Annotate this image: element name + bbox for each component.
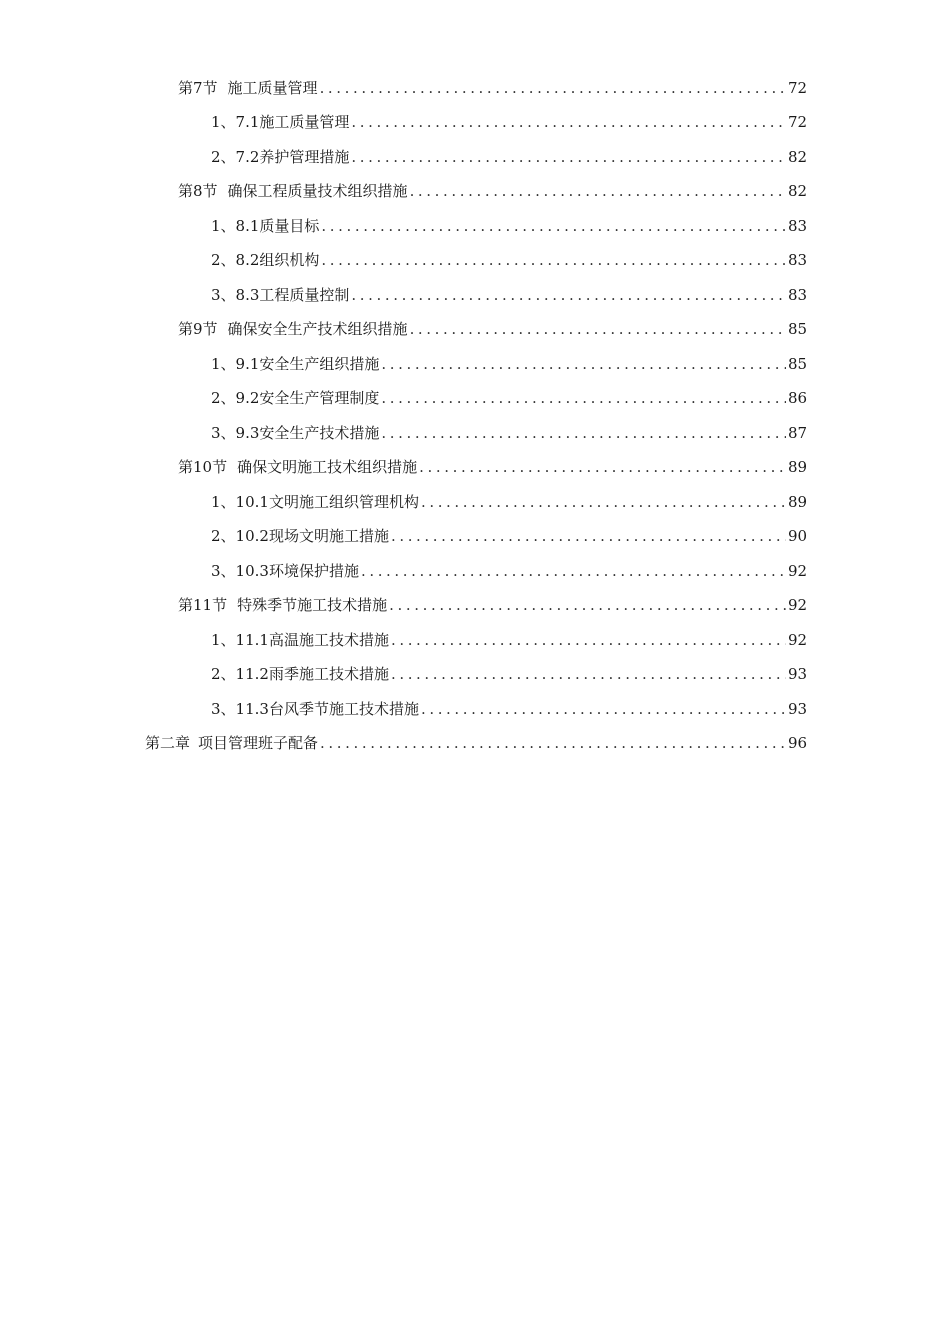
dot-leader bbox=[410, 184, 786, 199]
toc-entry-page-number: 87 bbox=[788, 423, 808, 442]
toc-entry-page-number: 85 bbox=[788, 320, 808, 339]
toc-subsection-entry[interactable] bbox=[0, 623, 950, 658]
toc-entry-page-number: 92 bbox=[788, 630, 808, 649]
toc-entry-title: 项目管理班子配备 bbox=[198, 734, 319, 753]
toc-entry-number: 第8节 bbox=[178, 182, 218, 201]
dot-leader bbox=[419, 460, 786, 475]
toc-entry-page-number: 93 bbox=[788, 699, 808, 718]
toc-entry-title: 特殊季节施工技术措施 bbox=[237, 596, 388, 615]
dot-leader bbox=[391, 529, 786, 544]
toc-entry-line bbox=[211, 423, 950, 442]
toc-entry-page-number: 86 bbox=[788, 389, 808, 408]
toc-entry-number: 第11节 bbox=[178, 596, 228, 615]
toc-entry-page-number: 82 bbox=[788, 147, 808, 166]
toc-entry-line bbox=[211, 492, 950, 511]
toc-section-entry[interactable] bbox=[0, 313, 950, 348]
toc-entry-line bbox=[211, 354, 950, 373]
toc-chapter-entry[interactable] bbox=[0, 727, 950, 762]
dot-leader bbox=[361, 564, 786, 579]
toc-entry-title: 确保安全生产技术组织措施 bbox=[227, 320, 408, 339]
toc-entry-line bbox=[211, 391, 950, 406]
toc-entry-page-number: 90 bbox=[788, 527, 808, 546]
toc-entry-line bbox=[211, 216, 950, 235]
toc-entry-number: 3、 bbox=[211, 561, 236, 580]
dot-leader bbox=[381, 426, 786, 441]
toc-entry-number: 2、 bbox=[211, 389, 236, 408]
toc-entry-page-number: 92 bbox=[788, 596, 808, 615]
toc-entry-number: 1、 bbox=[211, 216, 236, 235]
toc-section-entry[interactable] bbox=[0, 71, 950, 106]
toc-entry-title: 确保工程质量技术组织措施 bbox=[227, 182, 408, 201]
toc-entry-line bbox=[211, 115, 950, 130]
toc-entry-line bbox=[178, 322, 950, 337]
toc-entry-number: 1、 bbox=[211, 492, 236, 511]
dot-leader bbox=[421, 495, 786, 510]
toc-entry-page-number: 83 bbox=[788, 251, 808, 270]
toc-entry-line bbox=[178, 598, 950, 613]
toc-entry-title: 7.2养护管理措施 bbox=[235, 147, 350, 166]
toc-entry-line bbox=[211, 699, 950, 718]
toc-section-entry[interactable] bbox=[0, 589, 950, 624]
toc-subsection-entry[interactable] bbox=[0, 554, 950, 589]
toc-entry-line bbox=[178, 460, 950, 475]
toc-entry-number: 3、 bbox=[211, 699, 236, 718]
toc-entry-number: 2、 bbox=[211, 147, 236, 166]
toc-entry-number: 2、 bbox=[211, 527, 236, 546]
toc-section-entry[interactable] bbox=[0, 175, 950, 210]
toc-entry-page-number: 85 bbox=[788, 354, 808, 373]
toc-subsection-entry[interactable] bbox=[0, 485, 950, 520]
toc-entry-title: 8.1质量目标 bbox=[235, 216, 320, 235]
toc-entry-line bbox=[211, 253, 950, 268]
toc-entry-title: 9.2安全生产管理制度 bbox=[235, 389, 380, 408]
dot-leader bbox=[321, 219, 786, 234]
dot-leader bbox=[391, 667, 786, 682]
dot-leader bbox=[351, 288, 786, 303]
toc-entry-page-number: 82 bbox=[788, 182, 808, 201]
dot-leader bbox=[381, 391, 786, 406]
toc-entry-line bbox=[178, 184, 950, 199]
toc-entry-title: 7.1施工质量管理 bbox=[235, 113, 350, 132]
dot-leader bbox=[321, 253, 786, 268]
toc-subsection-entry[interactable] bbox=[0, 347, 950, 382]
toc-subsection-entry[interactable] bbox=[0, 658, 950, 693]
toc-subsection-entry[interactable] bbox=[0, 382, 950, 417]
toc-entry-title: 8.2组织机构 bbox=[235, 251, 320, 270]
toc-entry-number: 第9节 bbox=[178, 320, 218, 339]
toc-subsection-entry[interactable] bbox=[0, 278, 950, 313]
toc-entry-title: 10.1文明施工组织管理机构 bbox=[235, 492, 419, 511]
toc-entry-line bbox=[211, 529, 950, 544]
toc-entry-title: 11.1高温施工技术措施 bbox=[235, 630, 389, 649]
toc-entry-number: 第7节 bbox=[178, 78, 218, 97]
dot-leader bbox=[391, 633, 786, 648]
dot-leader bbox=[410, 322, 786, 337]
toc-entry-title: 9.3安全生产技术措施 bbox=[235, 423, 380, 442]
toc-entry-line bbox=[211, 561, 950, 580]
dot-leader bbox=[320, 81, 786, 96]
toc-entry-line bbox=[211, 285, 950, 304]
toc-entry-title: 施工质量管理 bbox=[227, 78, 318, 97]
toc-entry-number: 1、 bbox=[211, 630, 236, 649]
toc-entry-page-number: 93 bbox=[788, 665, 808, 684]
toc-entry-line bbox=[211, 667, 950, 682]
dot-leader bbox=[381, 357, 786, 372]
toc-entry-page-number: 72 bbox=[788, 113, 808, 132]
table-of-contents bbox=[0, 71, 950, 761]
toc-entry-number: 3、 bbox=[211, 285, 236, 304]
dot-leader bbox=[421, 702, 786, 717]
toc-subsection-entry[interactable] bbox=[0, 416, 950, 451]
toc-entry-title: 11.3台风季节施工技术措施 bbox=[235, 699, 419, 718]
toc-entry-number: 第10节 bbox=[178, 458, 228, 477]
toc-entry-number: 第二章 bbox=[145, 734, 191, 753]
toc-subsection-entry[interactable] bbox=[0, 106, 950, 141]
toc-entry-title: 9.1安全生产组织措施 bbox=[235, 354, 380, 373]
toc-entry-line bbox=[211, 630, 950, 649]
dot-leader bbox=[351, 150, 786, 165]
toc-subsection-entry[interactable] bbox=[0, 692, 950, 727]
toc-entry-title: 11.2雨季施工技术措施 bbox=[235, 665, 389, 684]
toc-entry-page-number: 72 bbox=[788, 78, 808, 97]
toc-subsection-entry[interactable] bbox=[0, 209, 950, 244]
toc-entry-page-number: 92 bbox=[788, 561, 808, 580]
toc-entry-number: 2、 bbox=[211, 251, 236, 270]
toc-entry-page-number: 83 bbox=[788, 216, 808, 235]
toc-subsection-entry[interactable] bbox=[0, 244, 950, 279]
toc-entry-line bbox=[178, 78, 950, 97]
toc-entry-number: 3、 bbox=[211, 423, 236, 442]
toc-entry-line bbox=[211, 147, 950, 166]
toc-entry-title: 10.2现场文明施工措施 bbox=[235, 527, 389, 546]
toc-entry-title: 确保文明施工技术组织措施 bbox=[237, 458, 418, 477]
toc-entry-title: 10.3环境保护措施 bbox=[235, 561, 359, 580]
toc-entry-number: 1、 bbox=[211, 113, 236, 132]
toc-entry-title: 8.3工程质量控制 bbox=[235, 285, 350, 304]
dot-leader bbox=[351, 115, 786, 130]
dot-leader bbox=[389, 598, 786, 613]
toc-subsection-entry[interactable] bbox=[0, 140, 950, 175]
toc-entry-page-number: 96 bbox=[788, 734, 808, 753]
dot-leader bbox=[320, 736, 786, 751]
toc-subsection-entry[interactable] bbox=[0, 520, 950, 555]
toc-entry-line bbox=[145, 736, 950, 751]
toc-entry-number: 2、 bbox=[211, 665, 236, 684]
toc-section-entry[interactable] bbox=[0, 451, 950, 486]
toc-entry-page-number: 89 bbox=[788, 458, 808, 477]
toc-entry-number: 1、 bbox=[211, 354, 236, 373]
toc-entry-page-number: 83 bbox=[788, 285, 808, 304]
toc-entry-page-number: 89 bbox=[788, 492, 808, 511]
